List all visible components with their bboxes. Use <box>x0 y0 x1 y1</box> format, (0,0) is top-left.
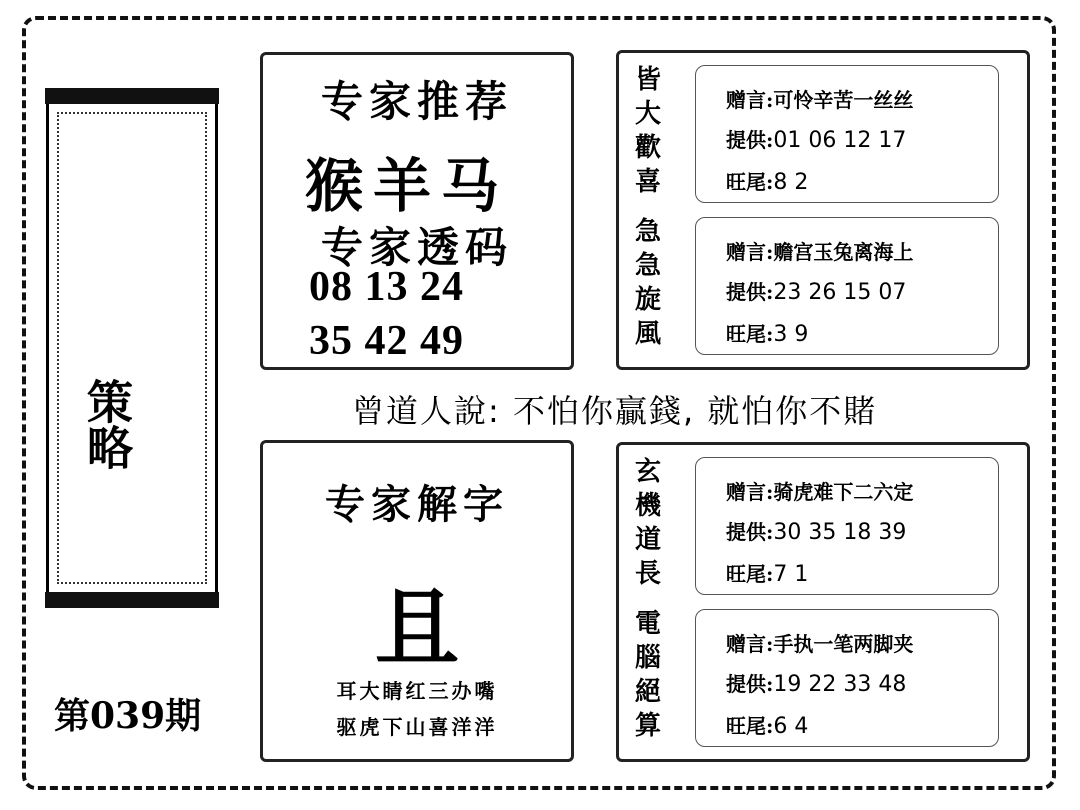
code-title: 专家透码 <box>320 223 513 272</box>
scroll-banner <box>46 88 218 608</box>
tail-label: 旺尾: <box>726 322 774 346</box>
scroll-ornament-border <box>57 112 207 584</box>
gift-text: 手执一笔两脚夹 <box>773 632 914 656</box>
tail-numbers: 6 4 <box>773 714 809 739</box>
recommend-title: 专家推荐 <box>320 77 513 126</box>
expert-decode-box <box>260 440 574 762</box>
gift-text: 可怜辛苦一丝丝 <box>773 88 914 112</box>
tail-label: 旺尾: <box>726 714 774 738</box>
expert-recommend-box <box>260 52 574 370</box>
decode-character: 且 <box>374 578 459 677</box>
saying-text: 曾道人說: 不怕你贏錢, 就怕你不賭 <box>352 392 878 430</box>
gift-label: 赠言: <box>726 632 774 656</box>
gift-label: 赠言: <box>726 88 774 112</box>
prediction-card <box>695 217 999 355</box>
gift-text: 赡宫玉兔离海上 <box>773 240 914 264</box>
recommend-animals: 猴羊马 <box>304 152 509 220</box>
tail-label: 旺尾: <box>726 170 774 194</box>
provide-numbers: 30 35 18 39 <box>773 520 907 545</box>
tail-row <box>726 318 808 347</box>
prediction-card <box>695 65 999 203</box>
code-numbers-row-1: 08 13 24 <box>309 264 464 310</box>
tail-row <box>726 558 808 587</box>
decode-title: 专家解字 <box>325 481 509 528</box>
provide-label: 提供: <box>726 128 774 152</box>
issue-number: 第039期 <box>54 695 202 737</box>
provide-numbers: 19 22 33 48 <box>773 672 907 697</box>
provide-label: 提供: <box>726 520 774 544</box>
provide-row <box>726 516 906 545</box>
provide-numbers: 01 06 12 17 <box>773 128 907 153</box>
provide-label: 提供: <box>726 280 774 304</box>
prediction-panel-2 <box>616 442 1030 762</box>
code-numbers-row-2: 35 42 49 <box>309 318 464 364</box>
tail-numbers: 3 9 <box>773 322 809 347</box>
gift-text: 骑虎难下二六定 <box>773 480 914 504</box>
scroll-bottom-bar <box>45 592 219 608</box>
gift-row <box>726 476 913 505</box>
scroll-title: 策略 <box>80 378 134 470</box>
prediction-card <box>695 609 999 747</box>
prediction-panel-1 <box>616 50 1030 370</box>
gift-row <box>726 84 913 113</box>
panel-1-label-top: 皆大歡喜 <box>634 65 661 197</box>
panel-2-label-top: 玄機道長 <box>634 457 661 589</box>
tail-row <box>726 710 808 739</box>
gift-row <box>726 236 913 265</box>
provide-row <box>726 276 906 305</box>
provide-label: 提供: <box>726 672 774 696</box>
gift-row <box>726 628 913 657</box>
tail-label: 旺尾: <box>726 562 774 586</box>
gift-label: 赠言: <box>726 480 774 504</box>
panel-2-label-bottom: 電腦絕算 <box>634 609 661 741</box>
decode-poem-line-2: 驱虎下山喜洋洋 <box>336 715 498 739</box>
provide-row <box>726 668 906 697</box>
provide-numbers: 23 26 15 07 <box>773 280 907 305</box>
prediction-card <box>695 457 999 595</box>
tail-numbers: 7 1 <box>773 562 809 587</box>
panel-1-label-bottom: 急急旋風 <box>634 217 661 349</box>
tail-numbers: 8 2 <box>773 170 809 195</box>
gift-label: 赠言: <box>726 240 774 264</box>
tail-row <box>726 166 808 195</box>
scroll-top-bar <box>45 88 219 104</box>
decode-poem-line-1: 耳大睛红三办嘴 <box>336 679 498 703</box>
provide-row <box>726 124 906 153</box>
